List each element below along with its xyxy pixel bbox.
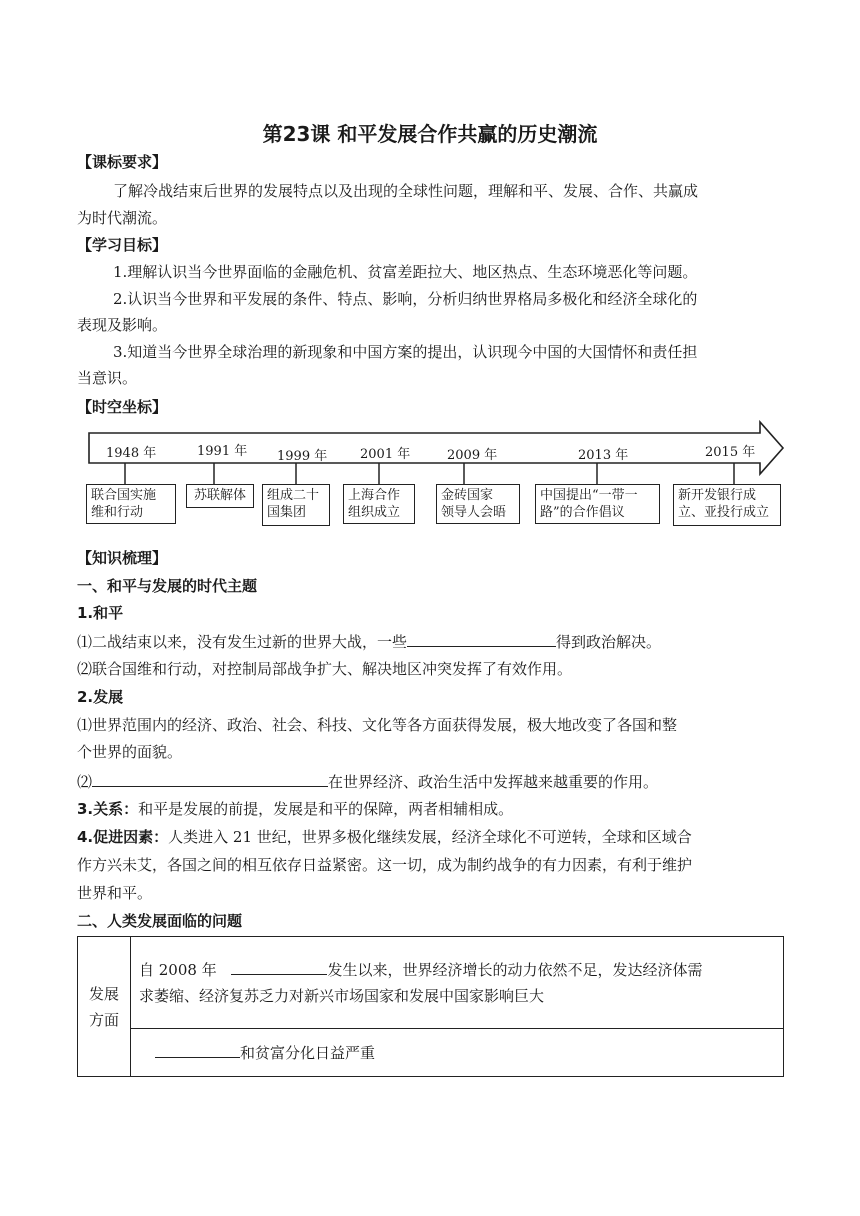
- fill-in-blank[interactable]: [407, 631, 556, 647]
- dev-item-2-after: 在世界经济、政治生活中发挥越来越重要的作用。: [328, 773, 659, 791]
- cell-line2: 求萎缩、经济复苏乏力对新兴市场国家和发展中国家影响巨大: [139, 986, 545, 1005]
- factor-line1: [77, 827, 692, 847]
- relation-label: 3.关系：: [77, 800, 139, 818]
- fill-in-blank[interactable]: [231, 959, 327, 975]
- timeline-event-box: [262, 484, 330, 526]
- timeline-event-text: 立、亚投行成立: [678, 505, 770, 520]
- dev-item-2: [77, 771, 658, 792]
- page-title: 第23课 和平发展合作共赢的历史潮流: [262, 122, 598, 146]
- part1-heading: 一、和平与发展的时代主题: [77, 577, 258, 595]
- table-cell: [131, 937, 784, 1029]
- timeline-event-box: [86, 484, 176, 524]
- timeline-arrow: [89, 422, 783, 474]
- fill-in-blank[interactable]: [155, 1042, 240, 1058]
- dev-heading: 2.发展: [77, 688, 124, 706]
- peace-item-2: ⑵联合国维和行动，对控制局部战争扩大、解决地区冲突发挥了有效作用。: [77, 660, 573, 678]
- goal-3-line1: 3.知道当今世界全球治理的新现象和中国方案的提出，认识现今中国的大国情怀和责任担: [113, 343, 698, 361]
- row-label-cell: [78, 937, 131, 1077]
- peace-item-1: [77, 631, 661, 652]
- relation-text: 和平是发展的前提，发展是和平的保障，两者相辅相成。: [138, 800, 514, 818]
- table-row: [78, 937, 784, 1029]
- zhishi-heading: 【知识梳理】: [77, 549, 168, 567]
- xuexi-heading: 【学习目标】: [77, 236, 168, 254]
- dev-item-2-before: ⑵: [77, 773, 93, 791]
- timeline-year: 1999 年: [277, 449, 328, 464]
- goal-3-line2: 当意识。: [77, 369, 138, 387]
- timeline-year: 1991 年: [197, 444, 248, 459]
- factor-text-line1: 人类进入 21 世纪，世界多极化继续发展，经济全球化不可逆转，全球和区域合: [168, 828, 692, 846]
- timeline-event-box: [186, 484, 254, 508]
- timeline-event-text: 新开发银行成: [678, 488, 757, 503]
- timeline-event-text: 国集团: [267, 505, 307, 520]
- factor-text-line2: 作方兴未艾，各国之间的相互依存日益紧密。这一切，成为制约战争的有力因素，有利于维护: [77, 856, 693, 874]
- timeline-event-box: [673, 484, 781, 526]
- factor-text-line3: 世界和平。: [77, 884, 153, 902]
- timeline-event-text: 上海合作: [348, 488, 401, 503]
- timeline-event-text: 维和行动: [91, 505, 144, 520]
- timeline-year: 2013 年: [578, 448, 629, 463]
- goal-2-line1: 2.认识当今世界和平发展的条件、特点、影响，分析归纳世界格局多极化和经济全球化的: [113, 290, 698, 308]
- goal-1: 1.理解认识当今世界面临的金融危机、贫富差距拉大、地区热点、生态环境恶化等问题。: [113, 263, 698, 281]
- fill-in-blank[interactable]: [92, 771, 328, 787]
- row-label-line1: 发展: [88, 984, 119, 1003]
- timeline-event-box: [535, 484, 660, 524]
- peace-heading: 1.和平: [77, 604, 124, 622]
- dev-item-1-line2: 个世界的面貌。: [77, 743, 183, 761]
- timeline-event-box: [436, 484, 520, 524]
- factor-label: 4.促进因素：: [77, 828, 169, 846]
- table-cell: [131, 1029, 784, 1077]
- kebiao-text-line1: 了解冷战结束后世界的发展特点以及出现的全球性问题，理解和平、发展、合作、共赢成: [113, 182, 699, 200]
- cell-line1: [139, 957, 775, 983]
- shikong-heading: 【时空坐标】: [77, 398, 168, 416]
- cell1-before: 自 2008 年: [139, 960, 222, 979]
- timeline-event-text: 领导人会晤: [441, 505, 507, 520]
- cell2-after: 和贫富分化日益严重: [240, 1043, 376, 1062]
- problems-table: [77, 936, 784, 1077]
- timeline-event-box: [343, 484, 415, 524]
- timeline-year: 2001 年: [360, 447, 411, 462]
- table-row: [78, 1029, 784, 1077]
- goal-2-line2: 表现及影响。: [77, 316, 168, 334]
- cell1-after: 发生以来，世界经济增长的动力依然不足，发达经济体需: [327, 960, 703, 979]
- dev-item-1-line1: ⑴世界范围内的经济、政治、社会、科技、文化等各方面获得发展，极大地改变了各国和整: [77, 716, 678, 734]
- peace-item-1-after: 得到政治解决。: [556, 633, 662, 651]
- timeline-event-text: 中国提出“一带一: [540, 488, 638, 503]
- timeline-event-text: 组成二十: [267, 488, 320, 503]
- timeline-event-text: 金砖国家: [441, 488, 494, 503]
- kebiao-heading: 【课标要求】: [77, 153, 168, 171]
- part2-heading: 二、人类发展面临的问题: [77, 912, 243, 930]
- relation-line: [77, 799, 513, 819]
- timeline-event-text: 联合国实施: [91, 488, 157, 503]
- timeline-event-text: 组织成立: [348, 505, 401, 520]
- kebiao-text-line2: 为时代潮流。: [77, 209, 168, 227]
- timeline-event-text: 路”的合作倡议: [540, 505, 625, 520]
- timeline-year: 2015 年: [705, 445, 756, 460]
- timeline-year: 1948 年: [106, 446, 157, 461]
- row-label-line2: 方面: [88, 1010, 119, 1029]
- timeline-year: 2009 年: [447, 448, 498, 463]
- peace-item-1-before: ⑴二战结束以来，没有发生过新的世界大战，一些: [77, 633, 408, 651]
- timeline-event-text: 苏联解体: [193, 488, 246, 503]
